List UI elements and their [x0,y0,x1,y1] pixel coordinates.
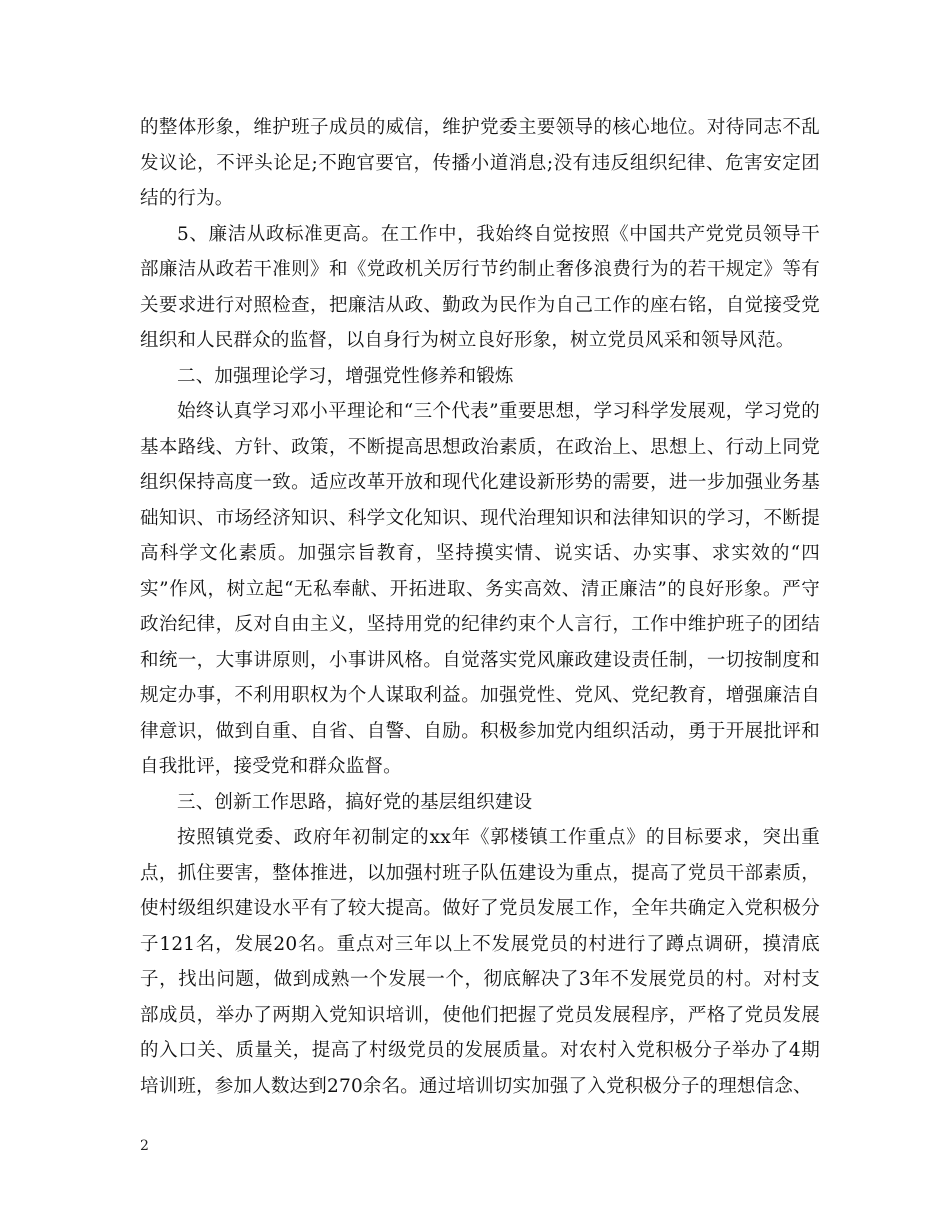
paragraph-grassroots-organization: 按照镇党委、政府年初制定的xx年《郭楼镇工作重点》的目标要求，突出重点，抓住要害，整体推进，以加强村班子队伍建设为重点，提高了党员干部素质，使村级组织建设水平有了较大提高。做好了党员发展工作，全年共确定入党积极分子121名，发展20名。重点对三年以上不发展党员的村进行了蹲点调研，摸清底子，找出问题，做到成熟一个发展一个，彻底解决了3年不发展党员的村。对村支部成员，举办了两期入党知识培训，使他们把握了党员发展程序，严格了党员发展的入口关、质量关，提高了村级党员的发展质量。对农村入党积极分子举办了4期培训班，参加人数达到270余名。通过培训切实加强了入党积极分子的理想信念、 [140,827,820,1097]
paragraph-continued: 的整体形象，维护班子成员的威信，维护党委主要领导的核心地位。对待同志不乱发议论，不评头论足;不跑官要官，传播小道消息;没有违反组织纪律、危害安定团结的行为。 [140,117,820,209]
paragraph-theory-study: 始终认真学习邓小平理论和“三个代表”重要思想，学习科学发展观，学习党的基本路线、方针、政策，不断提高思想政治素质，在政治上、思想上、行动上同党组织保持高度一致。适应改革开放和现代化建设新形势的需要，进一步加强业务基础知识、市场经济知识、科学文化知识、现代治理知识和法律知识的学习，不断提高科学文化素质。加强宗旨教育，坚持摸实情、说实话、办实事、求实效的“四实”作风，树立起“无私奉献、开拓进取、务实高效、清正廉洁”的良好形象。严守政治纪律，反对自由主义，坚持用党的纪律约束个人言行，工作中维护班子的团结和统一，大事讲原则，小事讲风格。自觉落实党风廉政建设责任制，一切按制度和规定办事，不利用职权为个人谋取利益。加强党性、党风、党纪教育，增强廉洁自律意识，做到自重、自省、自警、自励。积极参加党内组织活动，勇于开展批评和自我批评，接受党和群众监督。 [140,401,820,777]
section-heading-grassroots-organization: 三、创新工作思路，搞好党的基层组织建设 [177,791,533,813]
document-body [140,110,820,1104]
section-heading-theory-study: 二、加强理论学习，增强党性修养和锻炼 [177,365,514,387]
paragraph-integrity: 5、廉洁从政标准更高。在工作中，我始终自觉按照《中国共产党党员领导干部廉洁从政若干准则》和《党政机关厉行节约制止奢侈浪费行为的若干规定》等有关要求进行对照检查，把廉洁从政、勤政为民作为自己工作的座右铭，自觉接受党组织和人民群众的监督，以自身行为树立良好形象，树立党员风采和领导风范。 [140,223,820,351]
page-number: 2 [140,1138,149,1154]
